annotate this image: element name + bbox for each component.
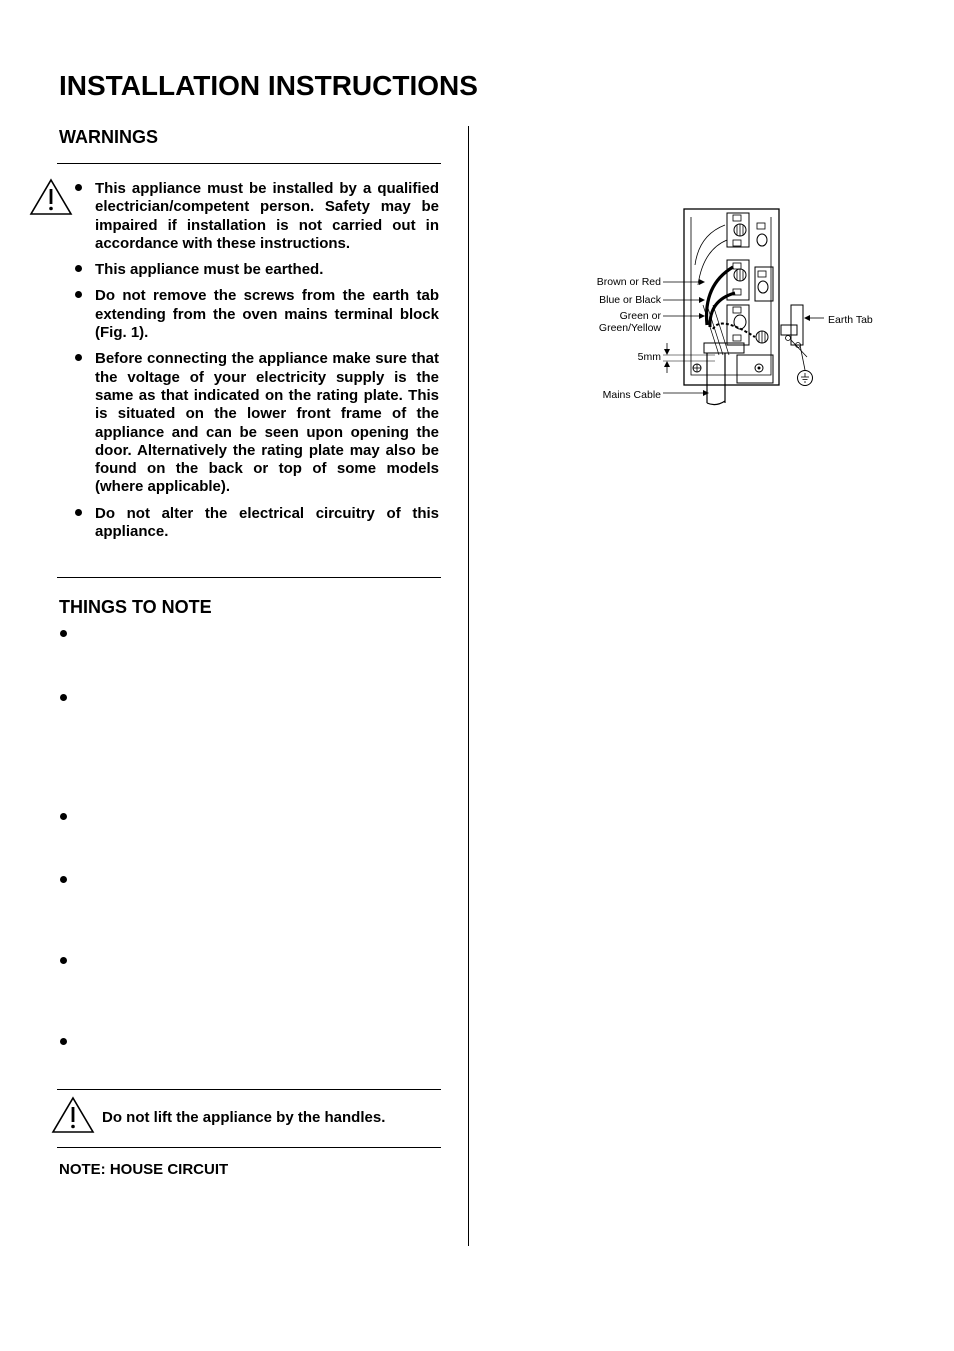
warnings-list [72, 180, 439, 549]
warning-item: Do not alter the electrical circuitry of this appliance. [72, 505, 439, 542]
warnings-bottom-rule [57, 577, 441, 578]
label-blue-or-black: Blue or Black [599, 294, 661, 306]
warning-item: This appliance must be earthed. [72, 261, 439, 279]
lift-warning-text: Do not lift the appliance by the handles. [102, 1109, 386, 1126]
lift-warning-bottom-rule [57, 1147, 441, 1148]
terminal-live [727, 213, 767, 247]
warning-triangle-icon [29, 178, 73, 216]
warnings-top-rule [57, 163, 441, 164]
warning-item: Do not remove the screws from the earth tab extending from the oven mains terminal block (Fig. 1). [72, 287, 439, 342]
label-brown-or-red: Brown or Red [596, 276, 661, 288]
note-bullet [60, 957, 67, 964]
warnings-heading: WARNINGS [59, 127, 158, 147]
blue-wire [710, 293, 735, 327]
earth-symbol-icon [798, 371, 813, 386]
note-bullet [60, 694, 67, 701]
label-green-yellow: Green/Yellow [598, 322, 661, 334]
warning-item: Before connecting the appliance make sure that the voltage of your electricity supply is the same as that indicated on the rating plate. This is situated on the lower front frame of the appliance and can be seen upon opening the door. Alternatively the rating plate may also be found on the back or top of some models (where applicable). [72, 350, 439, 496]
label-mains-cable: Mains Cable [602, 389, 661, 401]
note-bullet [60, 630, 67, 637]
label-5mm: 5mm [637, 351, 661, 363]
terminal-block-diagram [595, 205, 885, 410]
lift-warning-top-rule [57, 1089, 441, 1090]
house-circuit-heading: NOTE: HOUSE CIRCUIT [59, 1161, 229, 1178]
page-title: INSTALLATION INSTRUCTIONS [59, 70, 478, 101]
note-bullet [60, 876, 67, 883]
note-bullet [60, 1038, 67, 1045]
column-divider [468, 126, 469, 1246]
warning-item: This appliance must be installed by a qualified electrician/competent person. Safety may be impaired if installation is not carried out in accordance with these instructions. [72, 180, 439, 253]
label-green-or: Green or [619, 310, 661, 322]
label-earth-tab: Earth Tab [828, 314, 873, 326]
things-to-note-heading: THINGS TO NOTE [59, 597, 212, 617]
note-bullet [60, 813, 67, 820]
warning-triangle-icon [51, 1096, 95, 1134]
mains-cable [707, 353, 725, 403]
